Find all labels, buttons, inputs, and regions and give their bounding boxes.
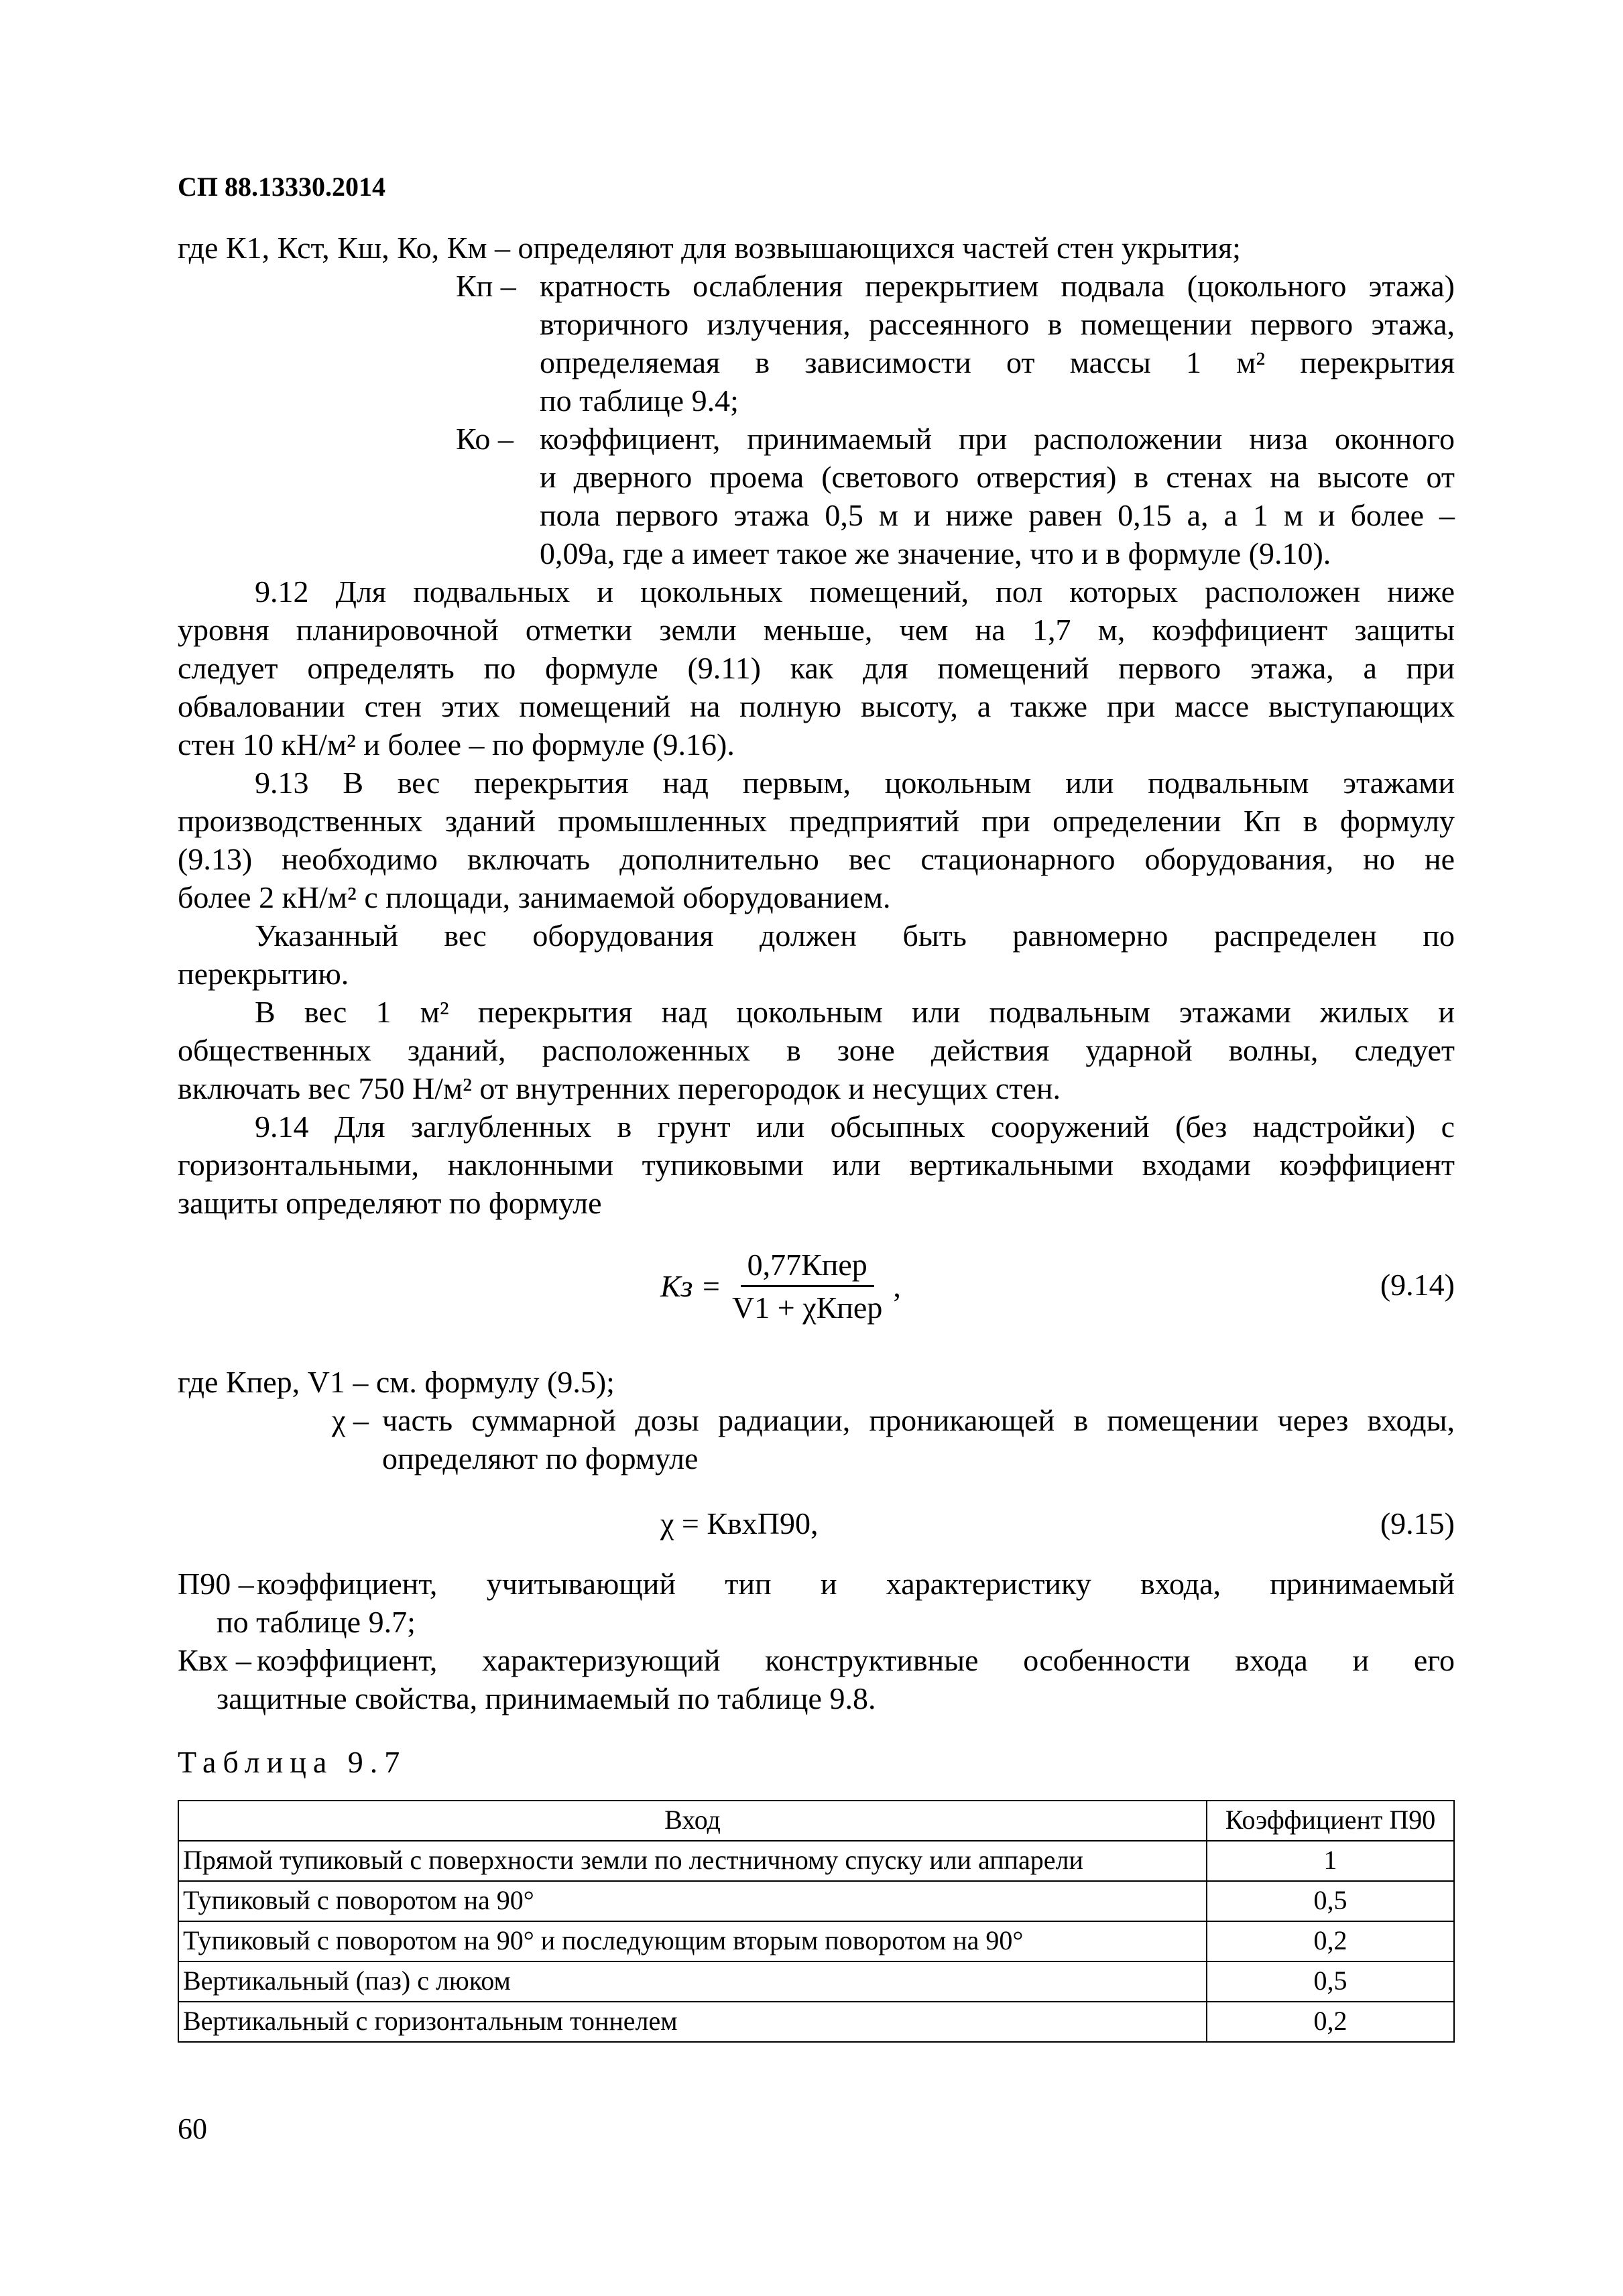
table-row bbox=[178, 1961, 1454, 2002]
text-line: В вес 1 м² перекрытия над цокольным или подвальным этажами жилых и bbox=[255, 995, 1455, 1029]
formula-lhs: Кз = bbox=[660, 1269, 722, 1303]
definition-kp bbox=[456, 267, 1455, 420]
cell-entry: Тупиковый с поворотом на 90° и последующим вторым поворотом на 90° bbox=[178, 1921, 1207, 1961]
text-line: 0,09а, где а имеет такое же значение, что и в формуле (9.10). bbox=[540, 536, 1331, 570]
definition-body bbox=[382, 1401, 1455, 1477]
paragraph-floor-weight bbox=[178, 993, 1455, 1107]
text-line: включать вес 750 Н/м² от внутренних перегородок и несущих стен. bbox=[178, 1071, 1061, 1105]
paragraph-9-13 bbox=[178, 764, 1455, 916]
formula-9-14 bbox=[178, 1239, 1455, 1346]
table-row bbox=[178, 1881, 1454, 1921]
text-line: и дверного проема (светового отверстия) в стенах на высоте от bbox=[540, 460, 1455, 494]
formula-numerator: 0,77Кпер bbox=[741, 1246, 874, 1287]
formula-expression bbox=[660, 1246, 901, 1327]
definition-term: Квх – bbox=[178, 1643, 251, 1677]
definition-body bbox=[540, 267, 1455, 420]
definition-ko bbox=[456, 420, 1455, 572]
table-9-7 bbox=[178, 1800, 1455, 2043]
cell-value: 0,5 bbox=[1207, 1961, 1454, 2002]
paragraph-9-14 bbox=[178, 1107, 1455, 1222]
definition-body bbox=[217, 1641, 1455, 1717]
paragraph-9-12 bbox=[178, 572, 1455, 764]
text-line: уровня планировочной отметки земли меньше, чем на 1,7 м, коэффициент защиты bbox=[178, 613, 1455, 647]
text-line: производственных зданий промышленных предприятий при определении Кп в формулу bbox=[178, 804, 1455, 838]
text-line: пола первого этажа 0,5 м и ниже равен 0,15 а, а 1 м и более – bbox=[540, 498, 1455, 532]
text-line: перекрытию. bbox=[178, 957, 349, 991]
text-line: часть суммарной дозы радиации, проникающей в помещении через входы, bbox=[382, 1403, 1455, 1437]
definition-p90 bbox=[178, 1565, 1455, 1641]
definition-term: Кп – bbox=[456, 269, 516, 303]
text-line: коэффициент, характеризующий конструктивные особенности входа и его bbox=[257, 1643, 1455, 1677]
text-line: определяемая в зависимости от массы 1 м² перекрытия bbox=[540, 345, 1455, 379]
formula-number: (9.15) bbox=[1380, 1506, 1455, 1540]
text-line: общественных зданий, расположенных в зоне действия ударной волны, следует bbox=[178, 1033, 1455, 1067]
cell-entry: Вертикальный (паз) с люком bbox=[178, 1961, 1207, 2002]
page-number: 60 bbox=[178, 2112, 207, 2145]
formula-denominator: V1 + χКпер bbox=[732, 1290, 883, 1325]
definition-chi bbox=[332, 1401, 1455, 1477]
formula-fraction bbox=[725, 1246, 889, 1327]
cell-value: 0,2 bbox=[1207, 1921, 1454, 1961]
table-row bbox=[178, 1921, 1454, 1961]
text-line: следует определять по формуле (9.11) как для помещений первого этажа, а при bbox=[178, 651, 1455, 685]
definitions-block-3 bbox=[178, 1565, 1455, 1717]
definitions-block-1 bbox=[178, 229, 1455, 572]
formula-number: (9.14) bbox=[1380, 1268, 1455, 1302]
cell-value: 0,5 bbox=[1207, 1881, 1454, 1921]
text-line: коэффициент, принимаемый при расположении низа оконного bbox=[540, 422, 1455, 456]
text-line: по таблице 9.4; bbox=[540, 383, 739, 418]
text-line: защитные свойства, принимаемый по таблице 9.8. bbox=[217, 1681, 876, 1715]
cell-entry: Вертикальный с горизонтальным тоннелем bbox=[178, 2002, 1207, 2042]
text-line: (9.13) необходимо включать дополнительно вес стационарного оборудования, но не bbox=[178, 842, 1455, 876]
definition-term: χ – bbox=[332, 1403, 369, 1437]
table-caption: Таблица 9.7 bbox=[178, 1745, 407, 1779]
text-line: кратность ослабления перекрытием подвала (цокольного этажа) bbox=[540, 269, 1455, 303]
formula-expression: χ = КвхП90, bbox=[660, 1506, 819, 1540]
column-header-coefficient: Коэффициент П90 bbox=[1207, 1801, 1454, 1841]
cell-entry: Прямой тупиковый с поверхности земли по лестничному спуску или аппарели bbox=[178, 1841, 1207, 1881]
text-line: 9.12 Для подвальных и цокольных помещений, пол которых расположен ниже bbox=[255, 575, 1455, 609]
text-line: обваловании стен этих помещений на полную высоту, а также при массе выступающих bbox=[178, 689, 1455, 723]
cell-entry: Тупиковый с поворотом на 90° bbox=[178, 1881, 1207, 1921]
definition-body bbox=[540, 420, 1455, 572]
table-header-row bbox=[178, 1801, 1454, 1841]
text-line: коэффициент, учитывающий тип и характеристику входа, принимаемый bbox=[257, 1567, 1455, 1601]
text-line: стен 10 кН/м² и более – по формуле (9.16). bbox=[178, 727, 735, 762]
text-line: защиты определяют по формуле bbox=[178, 1186, 602, 1220]
formula-tail: , bbox=[893, 1269, 901, 1303]
cell-value: 1 bbox=[1207, 1841, 1454, 1881]
paragraph-equipment-weight bbox=[178, 916, 1455, 993]
table-row bbox=[178, 1841, 1454, 1881]
text-line: 9.13 В вес перекрытия над первым, цокольным или подвальным этажами bbox=[255, 766, 1455, 800]
document-code-header: СП 88.13330.2014 bbox=[178, 172, 385, 202]
cell-value: 0,2 bbox=[1207, 2002, 1454, 2042]
definition-lead: где Кпер, V1 – см. формулу (9.5); bbox=[178, 1365, 615, 1399]
text-line: определяют по формуле bbox=[382, 1441, 699, 1475]
text-line: по таблице 9.7; bbox=[217, 1605, 416, 1639]
definition-term: П90 – bbox=[178, 1567, 254, 1601]
text-line: 9.14 Для заглубленных в грунт или обсыпных сооружений (без надстройки) с bbox=[255, 1109, 1455, 1144]
column-header-entry: Вход bbox=[178, 1801, 1207, 1841]
text-line: горизонтальными, наклонными тупиковыми или вертикальными входами коэффициент bbox=[178, 1148, 1455, 1182]
table-row bbox=[178, 2002, 1454, 2042]
definition-lead: где К1, Кст, Кш, Ко, Км – определяют для возвышающихся частей стен укрытия; bbox=[178, 231, 1241, 265]
definition-body bbox=[217, 1565, 1455, 1641]
definition-term: Ко – bbox=[456, 422, 514, 456]
text-line: вторичного излучения, рассеянного в помещении первого этажа, bbox=[540, 307, 1455, 341]
formula-9-15 bbox=[178, 1491, 1455, 1565]
text-line: Указанный вес оборудования должен быть равномерно распределен по bbox=[255, 918, 1455, 953]
definitions-block-2 bbox=[178, 1363, 1455, 1477]
text-line: более 2 кН/м² с площади, занимаемой оборудованием. bbox=[178, 880, 891, 914]
definition-kvx bbox=[178, 1641, 1455, 1717]
document-page bbox=[178, 171, 1455, 2043]
